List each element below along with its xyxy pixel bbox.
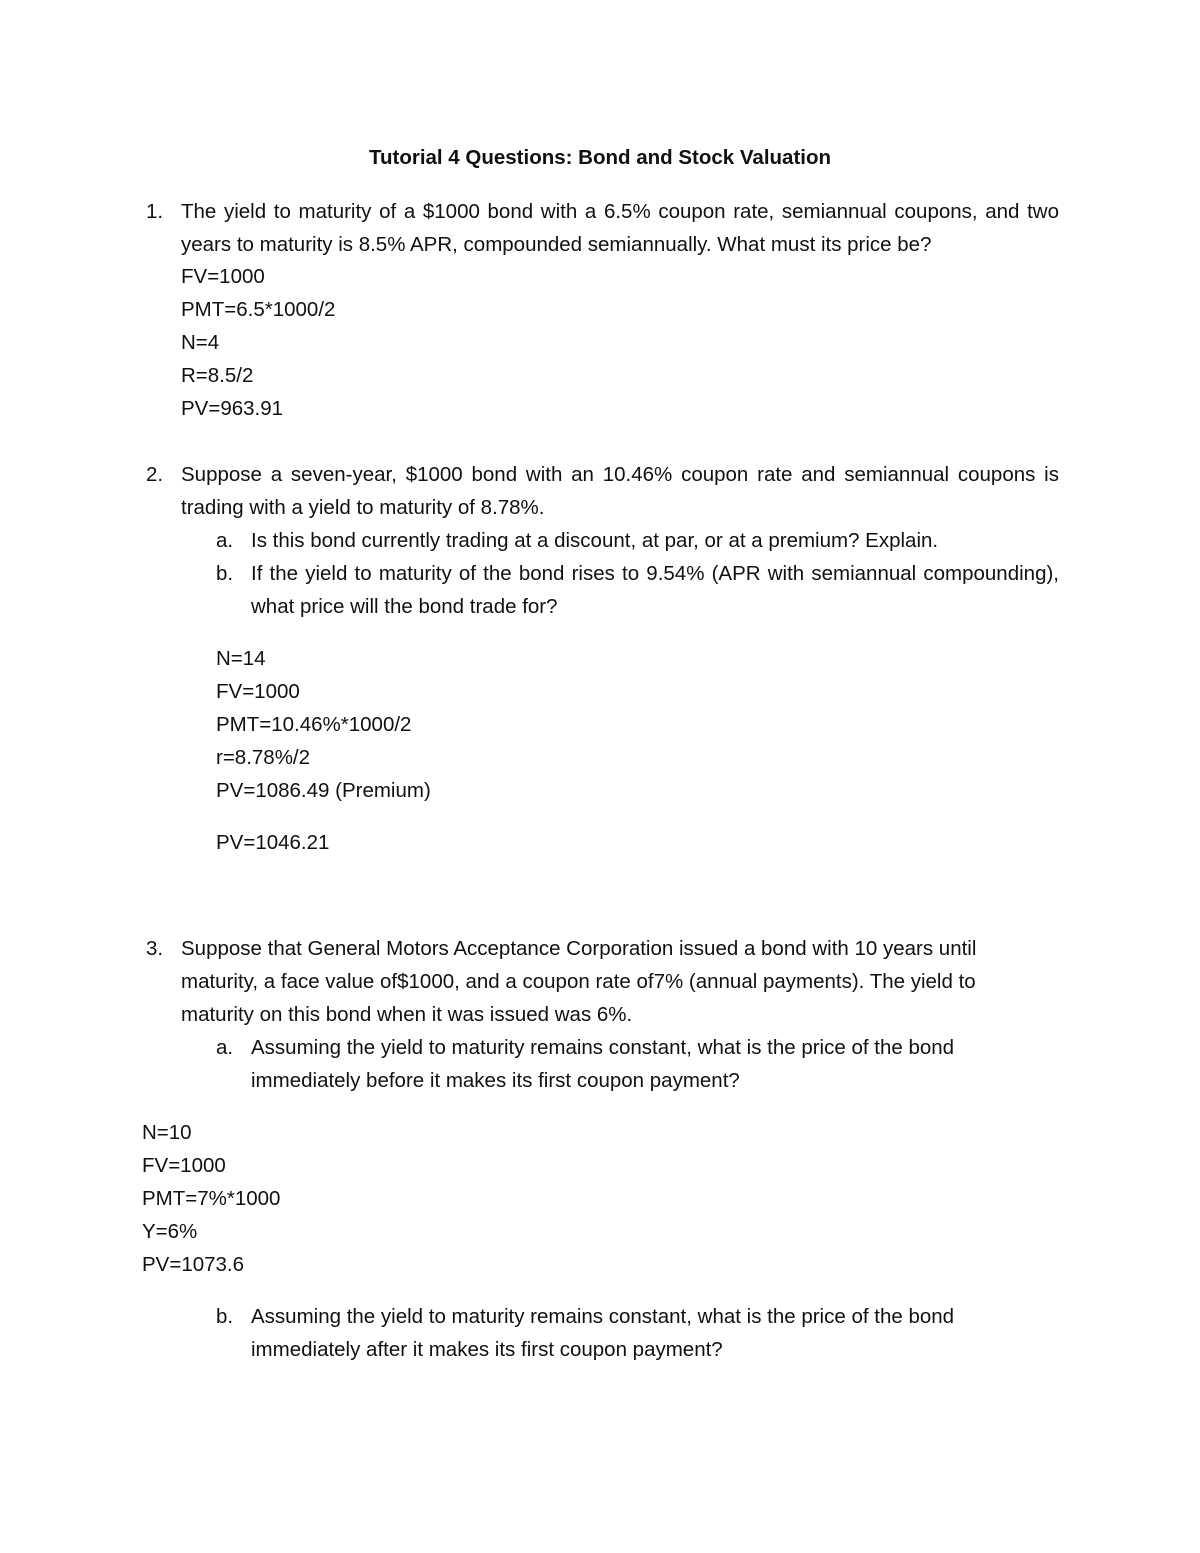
sub-question-text: Assuming the yield to maturity remains constant, what is the price of the bond immediately after it makes its first coupon payment?: [251, 1305, 955, 1361]
answer-line: PMT=10.46%*1000/2: [216, 713, 412, 736]
sub-question-letter: b.: [216, 1305, 234, 1328]
answer-line: PV=1073.6: [142, 1253, 245, 1276]
answer-line: N=4: [181, 331, 220, 354]
question-text: Suppose a seven-year, $1000 bond with an 10.46% coupon rate and semiannual coupons is trading with a yield to maturity of 8.78%.: [181, 463, 1059, 519]
sub-question-text: If the yield to maturity of the bond rises to 9.54% (APR with semiannual compounding), what price will the bond trade for?: [251, 562, 1059, 618]
answer-line: FV=1000: [216, 680, 300, 703]
answer-line: PMT=7%*1000: [142, 1187, 281, 1210]
answer-line: R=8.5/2: [181, 364, 254, 387]
question-text: Suppose that General Motors Acceptance Corporation issued a bond with 10 years until maturity, a face value of$1000, and a coupon rate of7% (annual payments). The yield to maturity on this bond when it was issued was 6%.: [181, 937, 977, 1026]
sub-question-text: Is this bond currently trading at a discount, at par, or at a premium? Explain.: [251, 529, 939, 552]
answer-line: PV=1086.49 (Premium): [216, 779, 431, 802]
answer-list: [181, 260, 335, 425]
answer-line: FV=1000: [181, 265, 265, 288]
sub-question-letter: a.: [216, 529, 234, 552]
sub-question-text: Assuming the yield to maturity remains constant, what is the price of the bond immediately before it makes its first coupon payment?: [251, 1036, 955, 1092]
answer-line: FV=1000: [142, 1154, 226, 1177]
sub-question-letter: b.: [216, 562, 234, 585]
answer-line: PMT=6.5*1000/2: [181, 298, 336, 321]
answer-list: [142, 1116, 280, 1281]
sub-question-letter: a.: [216, 1036, 234, 1059]
answer-line: Y=6%: [142, 1220, 198, 1243]
answer-list: [216, 642, 431, 807]
answer-line: r=8.78%/2: [216, 746, 311, 769]
question-number: 2.: [146, 463, 164, 486]
question-number: 1.: [146, 200, 164, 223]
answer-line: N=10: [142, 1121, 192, 1144]
question-text: The yield to maturity of a $1000 bond with a 6.5% coupon rate, semiannual coupons, and two years to maturity is 8.5% APR, compounded semiannually. What must its price be?: [181, 200, 1059, 256]
answer-line: PV=1046.21: [216, 831, 330, 854]
question-number: 3.: [146, 937, 164, 960]
answer-line: PV=963.91: [181, 397, 284, 420]
answer-line: N=14: [216, 647, 266, 670]
page-title: Tutorial 4 Questions: Bond and Stock Valuation: [368, 146, 832, 169]
